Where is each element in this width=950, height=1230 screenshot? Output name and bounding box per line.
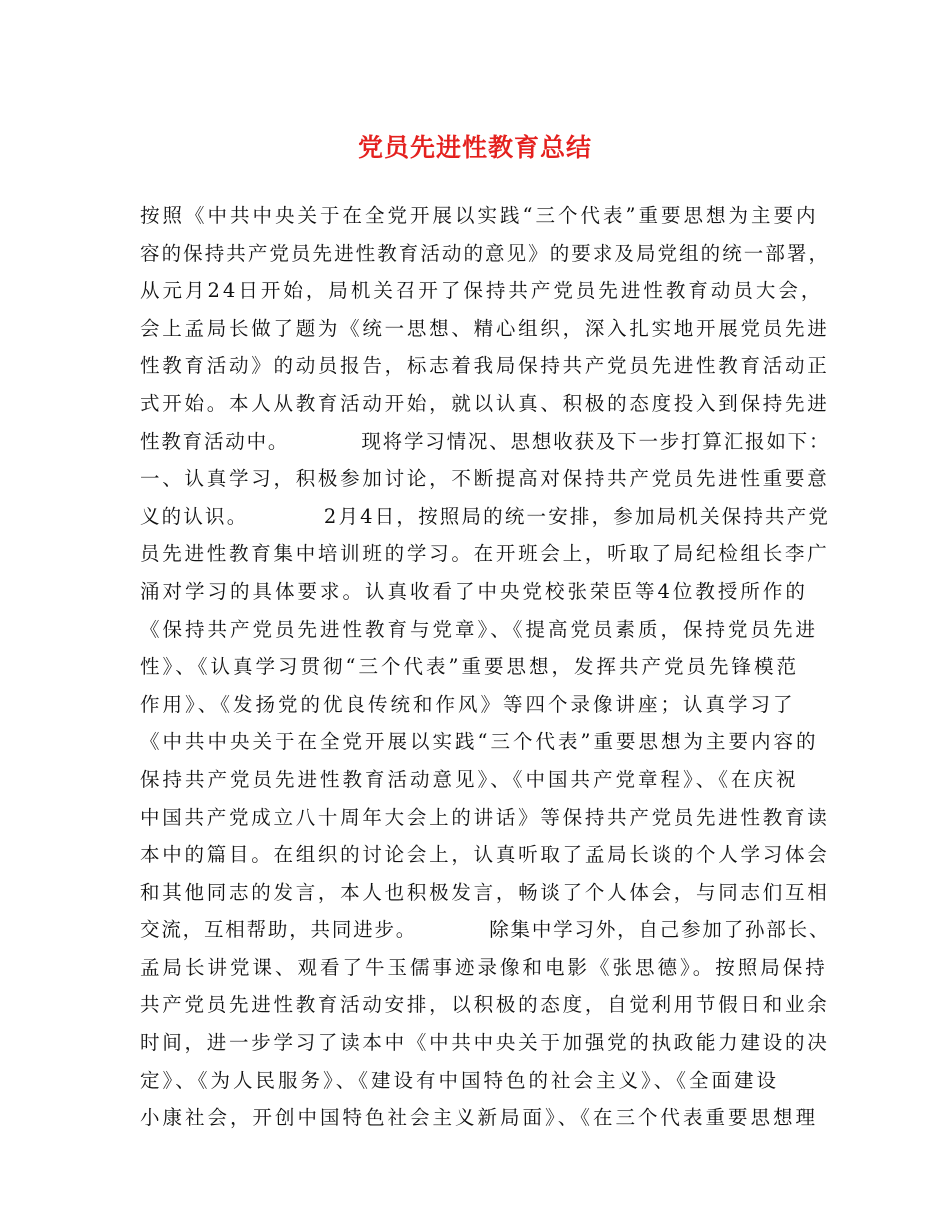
body-line: 时间，进一步学习了读本中《中共中央关于加强党的执政能力建设的决 — [140, 1031, 830, 1055]
body-line: 性》、《认真学习贯彻“三个代表”重要思想，发挥共产党员先锋模范 — [140, 655, 799, 679]
body-line: 义的认识。 2月4日，按照局的统一安排，参加局机关保持共产党 — [140, 504, 831, 528]
body-line: 中国共产党成立八十周年大会上的讲话》等保持共产党员先进性教育读 — [140, 805, 830, 829]
body-line: 小康社会，开创中国特色社会主义新局面》、《在三个代表重要思想理 — [140, 1106, 819, 1130]
document-title: 党员先进性教育总结 — [357, 133, 592, 162]
body-line: 性教育活动》的动员报告，标志着我局保持共产党员先进性教育活动正 — [140, 354, 830, 378]
body-line: 会上孟局长做了题为《统一思想、精心组织，深入扎实地开展党员先进 — [140, 316, 830, 340]
body-line: 从元月24日开始，局机关召开了保持共产党员先进性教育动员大会， — [140, 279, 824, 303]
body-line: 和其他同志的发言，本人也积极发言，畅谈了个人体会，与同志们互相 — [140, 880, 830, 904]
body-line: 交流，互相帮助，共同进步。 除集中学习外，自己参加了孙部长、 — [140, 918, 831, 942]
body-line: 容的保持共产党员先进性教育活动的意见》的要求及局党组的统一部署， — [140, 241, 831, 265]
body-line: 共产党员先进性教育活动安排，以积极的态度，自觉利用节假日和业余 — [140, 993, 830, 1017]
body-line: 《中共中央关于在全党开展以实践“三个代表”重要思想为主要内容的 — [140, 730, 819, 754]
body-line: 《保持共产党员先进性教育与党章》、《提高党员素质，保持党员先进 — [140, 617, 819, 641]
body-line: 定》、《为人民服务》、《建设有中国特色的社会主义》、《全面建设 — [140, 1068, 780, 1092]
body-line: 按照《中共中央关于在全党开展以实践“三个代表”重要思想为主要内 — [140, 204, 819, 227]
body-line: 员先进性教育集中培训班的学习。在开班会上，听取了局纪检组长李广 — [140, 542, 830, 566]
document-body — [140, 197, 830, 1137]
body-line: 孟局长讲党课、观看了牛玉儒事迹录像和电影《张思德》。按照局保持 — [140, 955, 828, 979]
body-line: 一、认真学习，积极参加讨论，不断提高对保持共产党员先进性重要意 — [140, 467, 830, 491]
body-line: 涌对学习的具体要求。认真收看了中央党校张荣臣等4位教授所作的 — [140, 579, 808, 603]
body-line: 作用》、《发扬党的优良传统和作风》等四个录像讲座；认真学习了 — [140, 692, 796, 716]
body-line: 本中的篇目。在组织的讨论会上，认真听取了孟局长谈的个人学习体会 — [140, 843, 830, 867]
body-line: 式开始。本人从教育活动开始，就以认真、积极的态度投入到保持先进 — [140, 391, 830, 415]
body-line: 性教育活动中。 现将学习情况、思想收获及下一步打算汇报如下： — [140, 429, 831, 453]
body-line: 保持共产党员先进性教育活动意见》、《中国共产党章程》、《在庆祝 — [140, 767, 799, 791]
